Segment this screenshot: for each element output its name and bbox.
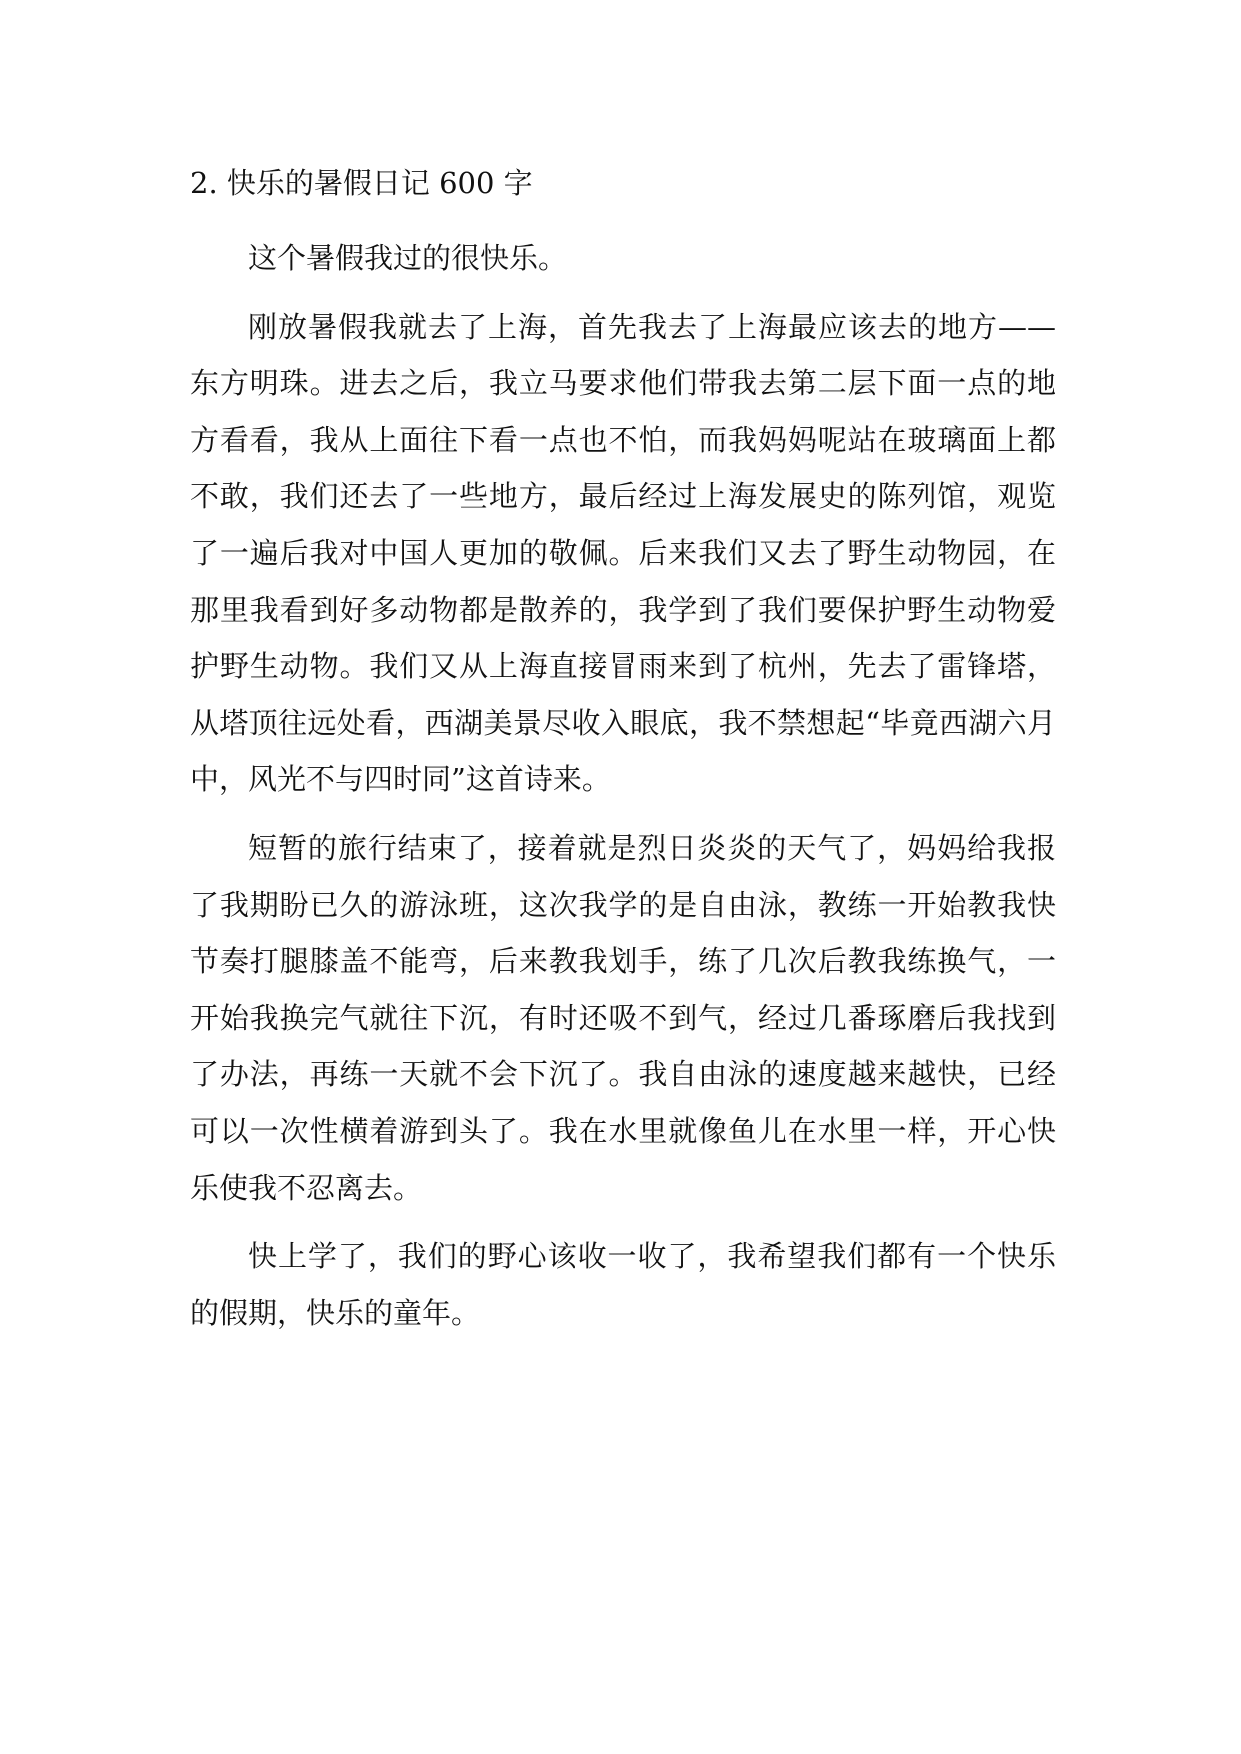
paragraph-shanghai-trip: 刚放暑假我就去了上海，首先我去了上海最应该去的地方——东方明珠。进去之后，我立马要求他们带我去第二层下面一点的地方看看，我从上面往下看一点也不怕，而我妈妈呢站在玻璃面上都不敢，我们还去了一些地方，最后经过上海发展史的陈列馆，观览了一遍后我对中国人更加的敬佩。后来我们又去了野生动物园，在那里我看到好多动物都是散养的，我学到了我们要保护野生动物爱护野生动物。我们又从上海直接冒雨来到了杭州，先去了雷锋塔，从塔顶往远处看，西湖美景尽收入眼底，我不禁想起“毕竟西湖六月中，风光不与四时同”这首诗来。 (190, 309, 1056, 797)
paragraph-intro: 这个暑假我过的很快乐。 (248, 241, 568, 275)
paragraph-swimming: 短暂的旅行结束了，接着就是烈日炎炎的天气了，妈妈给我报了我期盼已久的游泳班，这次我学的是自由泳，教练一开始教我快节奏打腿膝盖不能弯，后来教我划手，练了几次后教我练换气，一开始我换完气就往下沉，有时还吸不到气，经过几番琢磨后我找到了办法，再练一天就不会下沉了。我自由泳的速度越来越快，已经可以一次性横着游到头了。我在水里就像鱼儿在水里一样，开心快乐使我不忍离去。 (190, 830, 1056, 1205)
paragraph-conclusion: 快上学了，我们的野心该收一收了，我希望我们都有一个快乐的假期，快乐的童年。 (190, 1239, 1056, 1330)
document-body (190, 158, 1056, 1353)
document-title: 2. 快乐的暑假日记 600 字 (190, 166, 533, 200)
